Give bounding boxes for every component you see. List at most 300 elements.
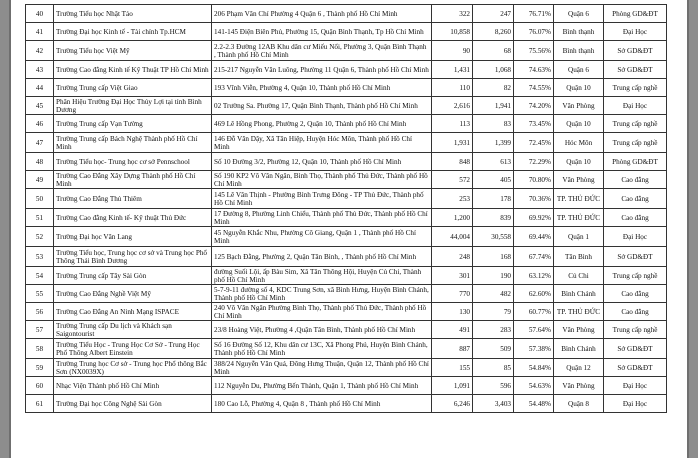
total-count-cell xyxy=(432,377,473,395)
school-type-cell xyxy=(604,285,667,303)
school-name: Trường Trung cấp Tây Sài Gòn xyxy=(56,271,147,280)
total-count-cell xyxy=(432,267,473,285)
table-row xyxy=(26,133,667,153)
school-type: Trung cấp nghề xyxy=(612,119,658,128)
done-count-cell xyxy=(473,189,514,209)
row-number: 45 xyxy=(35,101,44,110)
done-count: 8,260 xyxy=(494,27,511,36)
school-address-cell xyxy=(212,303,432,321)
school-name-cell xyxy=(54,285,212,303)
done-count-cell xyxy=(473,115,514,133)
school-address-cell xyxy=(212,97,432,115)
percent-value: 67.74% xyxy=(528,252,551,261)
row-number-cell xyxy=(26,209,54,227)
total-count-cell xyxy=(432,285,473,303)
row-number-cell xyxy=(26,133,54,153)
school-name-cell xyxy=(54,41,212,61)
district: Quận 8 xyxy=(568,399,589,408)
school-address: 141-145 Điện Biên Phủ, Phường 15, Quận Bình Thạnh, Tp Hồ Chí Minh xyxy=(214,27,424,36)
total-count: 248 xyxy=(459,252,470,261)
school-address-cell xyxy=(212,41,432,61)
total-count-cell xyxy=(432,321,473,339)
row-number: 50 xyxy=(35,194,44,203)
school-type: Cao đẳng xyxy=(621,194,649,203)
school-type: Sở GD&ĐT xyxy=(617,363,653,372)
school-name-cell xyxy=(54,321,212,339)
district: Quận 6 xyxy=(568,65,589,74)
school-name: Trường Trung cấp Du lịch và Khách sạn Saigontourist xyxy=(56,321,172,338)
district: Văn Phòng xyxy=(562,175,595,184)
percent-value-cell xyxy=(514,23,554,41)
school-address: 146 Đỗ Văn Dậy, Xã Tân Hiệp, Huyện Hóc Môn, Thành phố Hồ Chí Minh xyxy=(214,134,412,151)
percent-value: 70.80% xyxy=(528,175,551,184)
row-number: 61 xyxy=(35,399,44,408)
row-number: 44 xyxy=(35,83,44,92)
row-number-cell xyxy=(26,153,54,171)
total-count-cell xyxy=(432,339,473,359)
table-row xyxy=(26,5,667,23)
school-address-cell xyxy=(212,247,432,267)
done-count: 30,558 xyxy=(491,232,511,241)
school-address: Số 190 KP2 Võ Văn Ngân, Bình Thọ, Thành phố Thủ Đức, Thành phố Hồ Chí Minh xyxy=(214,171,428,188)
done-count-cell xyxy=(473,171,514,189)
row-number: 57 xyxy=(35,325,44,334)
school-type: Phòng GD&ĐT xyxy=(612,157,658,166)
school-address-cell xyxy=(212,61,432,79)
total-count: 253 xyxy=(459,194,470,203)
table-row xyxy=(26,97,667,115)
school-address-cell xyxy=(212,79,432,97)
school-address-cell xyxy=(212,153,432,171)
school-type-cell xyxy=(604,267,667,285)
percent-value: 73.45% xyxy=(528,119,551,128)
row-number-cell xyxy=(26,61,54,79)
total-count: 1,431 xyxy=(453,65,470,74)
district: Quận 10 xyxy=(566,83,591,92)
row-number: 43 xyxy=(35,65,44,74)
percent-value-cell xyxy=(514,5,554,23)
school-name-cell xyxy=(54,227,212,247)
done-count-cell xyxy=(473,61,514,79)
school-address: 45 Nguyễn Khắc Nhu, Phường Cô Giang, Quận 1 , Thành phố Hồ Chí Minh xyxy=(214,228,417,245)
school-name-cell xyxy=(54,359,212,377)
table-row xyxy=(26,41,667,61)
done-count: 3,403 xyxy=(494,399,511,408)
table-row xyxy=(26,189,667,209)
school-name: Phân Hiệu Trường Đại Học Thủy Lợi tại tỉnh Bình Dương xyxy=(56,97,202,114)
total-count: 770 xyxy=(459,289,470,298)
percent-value-cell xyxy=(514,227,554,247)
done-count-cell xyxy=(473,267,514,285)
percent-value-cell xyxy=(514,115,554,133)
school-name-cell xyxy=(54,377,212,395)
percent-value: 69.44% xyxy=(528,232,551,241)
school-name-cell xyxy=(54,339,212,359)
table-row xyxy=(26,209,667,227)
table-row xyxy=(26,247,667,267)
school-address: 388/24 Nguyễn Văn Quá, Đông Hưng Thuận, Quận 12, Thành phố Hồ Chí Minh xyxy=(214,359,429,376)
percent-value-cell xyxy=(514,97,554,115)
school-name: Trường Cao đẳng Kinh tế- Kỹ thuật Thủ Đức xyxy=(56,213,187,222)
row-number: 53 xyxy=(35,252,44,261)
total-count-cell xyxy=(432,79,473,97)
total-count: 1,091 xyxy=(453,381,470,390)
school-type: Trung cấp nghề xyxy=(612,325,658,334)
school-type-cell xyxy=(604,339,667,359)
school-type-cell xyxy=(604,153,667,171)
school-name: Trường Tiểu học Nhật Tảo xyxy=(56,9,133,18)
percent-value-cell xyxy=(514,41,554,61)
school-type: Sở GD&ĐT xyxy=(617,65,653,74)
total-count-cell xyxy=(432,133,473,153)
district: TP. THỦ ĐỨC xyxy=(556,213,601,222)
school-address: 145 Lê Văn Thịnh - Phường Bình Trưng Đông - TP Thủ Đức, Thành phố Hồ Chí Minh xyxy=(214,190,424,207)
school-type-cell xyxy=(604,303,667,321)
school-type: Cao đẳng xyxy=(621,175,649,184)
percent-value: 72.29% xyxy=(528,157,551,166)
school-name: Trường Cao đẳng Kinh tế Kỹ Thuật TP Hồ Chí Minh xyxy=(56,65,209,74)
school-address: 02 Trường Sa. Phường 17, Quận Bình Thạnh, Thành phố Hồ Chí Minh xyxy=(214,101,418,110)
done-count-cell xyxy=(473,5,514,23)
done-count: 178 xyxy=(500,194,511,203)
done-count: 596 xyxy=(500,381,511,390)
row-number: 40 xyxy=(35,9,44,18)
done-count-cell xyxy=(473,321,514,339)
total-count: 887 xyxy=(459,344,470,353)
total-count: 44,004 xyxy=(450,232,470,241)
done-count-cell xyxy=(473,395,514,413)
district: Văn Phòng xyxy=(562,325,595,334)
school-type-cell xyxy=(604,395,667,413)
row-number: 47 xyxy=(35,138,44,147)
done-count-cell xyxy=(473,23,514,41)
school-name: Trường Đại học Kinh tế - Tài chính Tp.HCM xyxy=(56,27,186,36)
total-count-cell xyxy=(432,23,473,41)
district-cell xyxy=(554,97,604,115)
school-address-cell xyxy=(212,5,432,23)
row-number-cell xyxy=(26,267,54,285)
done-count: 82 xyxy=(503,83,511,92)
school-address-cell xyxy=(212,227,432,247)
school-name: Trường Trung cấp Việt Giao xyxy=(56,83,138,92)
total-count-cell xyxy=(432,97,473,115)
school-address-cell xyxy=(212,209,432,227)
total-count-cell xyxy=(432,359,473,377)
district: Văn Phòng xyxy=(562,101,595,110)
done-count: 283 xyxy=(500,325,511,334)
district-cell xyxy=(554,321,604,339)
total-count: 1,200 xyxy=(453,213,470,222)
school-type: Sở GD&ĐT xyxy=(617,46,653,55)
school-type-cell xyxy=(604,133,667,153)
school-type-cell xyxy=(604,79,667,97)
district-cell xyxy=(554,377,604,395)
district: Quận 10 xyxy=(566,157,591,166)
school-type-cell xyxy=(604,5,667,23)
district-cell xyxy=(554,41,604,61)
done-count-cell xyxy=(473,285,514,303)
percent-value: 54.63% xyxy=(528,381,551,390)
school-type-cell xyxy=(604,97,667,115)
school-type-cell xyxy=(604,23,667,41)
school-address-cell xyxy=(212,285,432,303)
total-count: 130 xyxy=(459,307,470,316)
school-address: 206 Phạm Văn Chí Phường 4 Quận 6 , Thành phố Hồ Chí Minh xyxy=(214,9,398,18)
total-count-cell xyxy=(432,395,473,413)
percent-value-cell xyxy=(514,79,554,97)
percent-value: 76.71% xyxy=(528,9,551,18)
school-type: Cao đẳng xyxy=(621,213,649,222)
district: TP. THỦ ĐỨC xyxy=(556,194,601,203)
school-address-cell xyxy=(212,339,432,359)
table-row xyxy=(26,321,667,339)
schools-table xyxy=(25,4,667,413)
row-number-cell xyxy=(26,339,54,359)
school-name: Trường Trung cấp Vạn Tường xyxy=(56,119,143,128)
school-name: Trường Trung học Cơ sở - Trung học Phổ thông Bắc Sơn (NX0039X) xyxy=(56,359,207,376)
row-number: 54 xyxy=(35,271,44,280)
done-count: 1,941 xyxy=(494,101,511,110)
row-number-cell xyxy=(26,5,54,23)
done-count-cell xyxy=(473,377,514,395)
school-name-cell xyxy=(54,247,212,267)
table-row xyxy=(26,153,667,171)
percent-value: 74.55% xyxy=(528,83,551,92)
district: Bình thạnh xyxy=(562,27,595,36)
school-name-cell xyxy=(54,189,212,209)
school-address: 215-217 Nguyễn Văn Luông, Phường 11 Quận 6, Thành phố Hồ Chí Minh xyxy=(214,65,429,74)
school-name: Trường Tiểu học, Trung học cơ sở và Trung học Phổ Thông Thái Bình Dương xyxy=(56,248,208,265)
school-address-cell xyxy=(212,359,432,377)
row-number-cell xyxy=(26,321,54,339)
school-type-cell xyxy=(604,115,667,133)
percent-value: 63.12% xyxy=(528,271,551,280)
school-address: Số 16 Đường Số 12, Khu dân cư 13C, Xã Phong Phú, Huyện Bình Chánh, Thành phố Hồ Chí Minh xyxy=(214,340,428,357)
school-name: Trường Đại học Văn Lang xyxy=(56,232,132,241)
school-address: Số 10 Đường 3/2, Phường 12, Quận 10, Thành phố Hồ Chí Minh xyxy=(214,157,402,166)
school-address-cell xyxy=(212,267,432,285)
total-count: 301 xyxy=(459,271,470,280)
school-type-cell xyxy=(604,209,667,227)
done-count: 168 xyxy=(500,252,511,261)
row-number-cell xyxy=(26,377,54,395)
district-cell xyxy=(554,247,604,267)
done-count-cell xyxy=(473,359,514,377)
school-name-cell xyxy=(54,23,212,41)
row-number: 52 xyxy=(35,232,44,241)
done-count-cell xyxy=(473,79,514,97)
total-count-cell xyxy=(432,61,473,79)
row-number-cell xyxy=(26,189,54,209)
row-number: 60 xyxy=(35,381,44,390)
total-count-cell xyxy=(432,227,473,247)
school-name-cell xyxy=(54,61,212,79)
total-count-cell xyxy=(432,303,473,321)
district-cell xyxy=(554,115,604,133)
percent-value-cell xyxy=(514,267,554,285)
percent-value-cell xyxy=(514,285,554,303)
district-cell xyxy=(554,189,604,209)
done-count-cell xyxy=(473,133,514,153)
district: Quận 6 xyxy=(568,9,589,18)
total-count-cell xyxy=(432,189,473,209)
school-address: 2.2-2.3 Đường 12AB Khu dân cư Miếu Nổi, Phường 3, Quận Bình Thạnh , Thành phố Hồ Chí Minh xyxy=(214,42,427,59)
school-name: Trường Tiểu học- Trung học cơ sở Pennschool xyxy=(56,157,190,166)
district: Hóc Môn xyxy=(564,138,593,147)
row-number-cell xyxy=(26,227,54,247)
school-type: Sở GD&ĐT xyxy=(617,344,653,353)
right-viewer-margin xyxy=(687,0,698,458)
school-type: Trung cấp nghề xyxy=(612,138,658,147)
row-number: 48 xyxy=(35,157,44,166)
school-name: Trường Đại học Công Nghệ Sài Gòn xyxy=(56,399,162,408)
table-row xyxy=(26,267,667,285)
district-cell xyxy=(554,227,604,247)
row-number-cell xyxy=(26,395,54,413)
district-cell xyxy=(554,209,604,227)
district-cell xyxy=(554,285,604,303)
school-name-cell xyxy=(54,133,212,153)
done-count: 83 xyxy=(503,119,511,128)
district-cell xyxy=(554,395,604,413)
school-address: 180 Cao Lỗ, Phường 4, Quận 8 , Thành phố Hồ Chí Minh xyxy=(214,399,381,408)
district: Tân Bình xyxy=(565,252,592,261)
row-number-cell xyxy=(26,285,54,303)
total-count: 110 xyxy=(459,83,470,92)
percent-value: 70.36% xyxy=(528,194,551,203)
school-address-cell xyxy=(212,321,432,339)
total-count-cell xyxy=(432,153,473,171)
done-count-cell xyxy=(473,303,514,321)
school-type-cell xyxy=(604,189,667,209)
percent-value-cell xyxy=(514,61,554,79)
table-row xyxy=(26,395,667,413)
table-row xyxy=(26,377,667,395)
district-cell xyxy=(554,5,604,23)
percent-value-cell xyxy=(514,395,554,413)
district-cell xyxy=(554,61,604,79)
school-address: 17 Đường 8, Phường Linh Chiểu, Thành phố Thủ Đức, Thành phố Hồ Chí Minh xyxy=(214,209,428,226)
table-row xyxy=(26,339,667,359)
school-address-cell xyxy=(212,395,432,413)
district: Quận 10 xyxy=(566,119,591,128)
total-count: 90 xyxy=(462,46,470,55)
school-type-cell xyxy=(604,359,667,377)
percent-value-cell xyxy=(514,377,554,395)
percent-value: 75.56% xyxy=(528,46,551,55)
school-name: Trường Cao Đẳng Xây Dựng Thành phố Hồ Chí Minh xyxy=(56,171,196,188)
total-count-cell xyxy=(432,5,473,23)
school-type-cell xyxy=(604,171,667,189)
left-viewer-margin xyxy=(0,0,11,458)
percent-value: 62.60% xyxy=(528,289,551,298)
table-row xyxy=(26,79,667,97)
percent-value: 69.92% xyxy=(528,213,551,222)
total-count: 113 xyxy=(459,119,470,128)
total-count: 572 xyxy=(459,175,470,184)
percent-value-cell xyxy=(514,303,554,321)
row-number-cell xyxy=(26,171,54,189)
district-cell xyxy=(554,171,604,189)
school-type: Cao đẳng xyxy=(621,289,649,298)
percent-value: 57.64% xyxy=(528,325,551,334)
school-type: Phòng GD&ĐT xyxy=(612,9,658,18)
row-number-cell xyxy=(26,79,54,97)
school-type: Trung cấp nghề xyxy=(612,271,658,280)
total-count-cell xyxy=(432,247,473,267)
row-number: 56 xyxy=(35,307,44,316)
school-address-cell xyxy=(212,377,432,395)
school-name-cell xyxy=(54,171,212,189)
school-type-cell xyxy=(604,227,667,247)
school-name: Trường Cao Đẳng Nghề Việt Mỹ xyxy=(56,289,151,298)
district: Bình Chánh xyxy=(561,289,596,298)
school-name-cell xyxy=(54,97,212,115)
percent-value-cell xyxy=(514,247,554,267)
school-address: 125 Bạch Đằng, Phường 2, Quận Tân Bình, , Thành phố Hồ Chí Minh xyxy=(214,252,417,261)
percent-value-cell xyxy=(514,133,554,153)
row-number: 59 xyxy=(35,363,44,372)
total-count-cell xyxy=(432,209,473,227)
row-number-cell xyxy=(26,115,54,133)
school-type: Đại Học xyxy=(622,381,648,390)
total-count: 1,931 xyxy=(453,138,470,147)
done-count: 85 xyxy=(503,363,511,372)
school-name-cell xyxy=(54,79,212,97)
school-type: Đại Học xyxy=(622,232,648,241)
school-name-cell xyxy=(54,115,212,133)
row-number-cell xyxy=(26,41,54,61)
district: Bình thạnh xyxy=(562,46,595,55)
school-type: Đại Học xyxy=(622,101,648,110)
percent-value-cell xyxy=(514,153,554,171)
district: Quận 12 xyxy=(566,363,591,372)
percent-value: 76.07% xyxy=(528,27,551,36)
total-count-cell xyxy=(432,41,473,61)
percent-value: 60.77% xyxy=(528,307,551,316)
table-row xyxy=(26,23,667,41)
done-count: 1,068 xyxy=(494,65,511,74)
percent-value: 57.38% xyxy=(528,344,551,353)
district-cell xyxy=(554,153,604,171)
table-row xyxy=(26,171,667,189)
district-cell xyxy=(554,303,604,321)
school-type: Cao đẳng xyxy=(621,307,649,316)
total-count-cell xyxy=(432,115,473,133)
percent-value-cell xyxy=(514,359,554,377)
school-address-cell xyxy=(212,115,432,133)
school-address-cell xyxy=(212,171,432,189)
done-count: 839 xyxy=(500,213,511,222)
school-name-cell xyxy=(54,153,212,171)
school-name: Trường Tiểu học Việt Mỹ xyxy=(56,46,130,55)
district: Quận 1 xyxy=(568,232,589,241)
total-count: 10,858 xyxy=(450,27,470,36)
school-name-cell xyxy=(54,303,212,321)
row-number: 41 xyxy=(35,27,44,36)
school-name-cell xyxy=(54,209,212,227)
percent-value: 54.84% xyxy=(528,363,551,372)
district: Củ Chi xyxy=(568,271,589,280)
done-count-cell xyxy=(473,227,514,247)
percent-value: 54.48% xyxy=(528,399,551,408)
school-name: Trường Cao Đẳng Thủ Thiêm xyxy=(56,194,142,203)
done-count-cell xyxy=(473,41,514,61)
done-count-cell xyxy=(473,153,514,171)
table-row xyxy=(26,359,667,377)
percent-value-cell xyxy=(514,209,554,227)
district: Bình Chánh xyxy=(561,344,596,353)
